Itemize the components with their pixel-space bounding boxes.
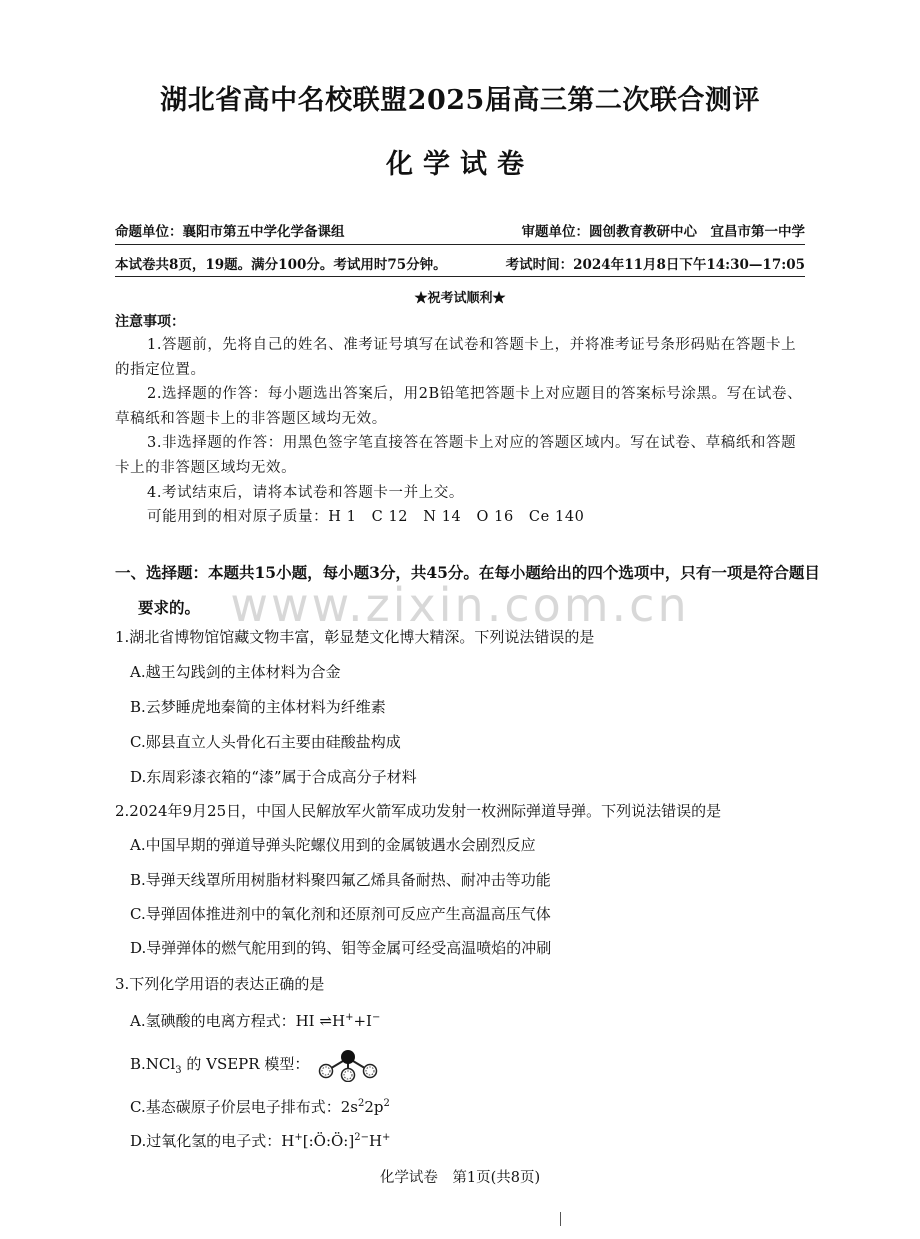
option-d-suffix: H — [368, 1132, 383, 1150]
atomic-masses: 可能用到的相对原子质量：H 1 C 12 N 14 O 16 Ce 140 — [147, 509, 585, 525]
exam-time: 考试时间：2024年11月8日下午14:30—17:05 — [505, 257, 805, 273]
option-d-prefix: D.过氧化氢的电子式：H — [130, 1132, 295, 1150]
option-c-prefix: C.基态碳原子价层电子排布式：2s — [130, 1098, 358, 1116]
option-b-suffix: 的 VSEPR 模型： — [181, 1055, 310, 1073]
notice-heading: 注意事项： — [115, 314, 185, 330]
question-2-option-a: A.中国早期的弹道导弹头陀螺仪用到的金属铍遇水会剧烈反应 — [130, 836, 536, 854]
question-3-option-b — [130, 1048, 382, 1082]
option-c-sup-2: 2 — [383, 1098, 390, 1109]
option-d-charge: 2− — [354, 1132, 369, 1143]
exam-subject: 化学试卷 — [386, 149, 534, 180]
divider-bottom — [115, 276, 805, 277]
question-2-option-d: D.导弹弹体的燃气舵用到的钨、钼等金属可经受高温喷焰的冲刷 — [130, 939, 552, 957]
option-b-prefix: B.NCl — [130, 1055, 176, 1073]
notice-item-2: 2.选择题的作答：每小题选出答案后，用2B铅笔把答题卡上对应题目的答案标号涂黑。写在试卷、草稿纸和答题卡上的非答题区域均无效。 — [115, 386, 803, 427]
watermark: www.zixin.com.cn — [230, 578, 690, 632]
question-3-option-a: A.氢碘酸的电离方程式：HI ⇌H++I− — [130, 1012, 381, 1030]
author-unit: 命题单位：襄阳市第五中学化学备课组 — [115, 224, 345, 240]
question-1-option-b: B.云梦睡虎地秦简的主体材料为纤维素 — [130, 698, 386, 716]
question-3-option-c — [130, 1096, 390, 1117]
exam-title: 湖北省高中名校联盟2025届高三第二次联合测评 — [160, 85, 760, 116]
scan-mark — [560, 1212, 561, 1226]
unit-row — [115, 220, 805, 240]
section-heading: 一、选择题：本题共15小题，每小题3分，共45分。在每小题给出的四个选项中，只有一项是符合题目要求的。 — [115, 563, 820, 617]
question-3-stem: 3.下列化学用语的表达正确的是 — [115, 975, 325, 993]
info-row — [115, 253, 805, 273]
option-a-prefix: A.氢碘酸的电离方程式：HI — [130, 1012, 320, 1030]
question-3-option-d: D.过氧化氢的电子式：H+[:Ö:Ö:]$^{2-}$H+ — [130, 1132, 391, 1150]
question-1-stem: 1.湖北省博物馆馆藏文物丰富，彰显楚文化博大精深。下列说法错误的是 — [115, 628, 595, 646]
option-c-sup-1: 2 — [357, 1098, 365, 1109]
option-c-mid: 2p — [364, 1098, 384, 1116]
question-1-option-a: A.越王勾践剑的主体材料为合金 — [130, 663, 341, 681]
option-d-electron-formula: [:Ö:Ö:] — [302, 1132, 355, 1150]
divider-top — [115, 244, 805, 245]
question-2-option-c: C.导弹固体推进剂中的氧化剂和还原剂可反应产生高温高压气体 — [130, 905, 551, 923]
good-luck-banner: ★祝考试顺利★ — [414, 291, 506, 306]
question-2-stem: 2.2024年9月25日，中国人民解放军火箭军成功发射一枚洲际弹道导弹。下列说法错误的是 — [115, 802, 722, 820]
equilibrium-arrow: ⇌ — [319, 1012, 332, 1030]
question-1-option-d: D.东周彩漆衣箱的“漆”属于合成高分子材料 — [130, 768, 417, 786]
question-2-option-b: B.导弹天线罩所用树脂材料聚四氟乙烯具备耐热、耐冲击等功能 — [130, 871, 551, 889]
notice-item-4: 4.考试结束后，请将本试卷和答题卡一并上交。 — [147, 485, 465, 501]
question-1-option-c: C.郧县直立人头骨化石主要由硅酸盐构成 — [130, 733, 401, 751]
option-a-suffix: H — [331, 1012, 346, 1030]
paper-info: 本试卷共8页，19题。满分100分。考试用时75分钟。 — [115, 257, 447, 273]
page-footer: 化学试卷 第1页(共8页) — [379, 1170, 541, 1186]
option-b-subscript: 3 — [175, 1065, 182, 1076]
review-unit: 审题单位：圆创教育教研中心 宜昌市第一中学 — [521, 224, 805, 240]
notice-item-1: 1.答题前，先将自己的姓名、准考证号填写在试卷和答题卡上，并将准考证号条形码贴在答题卡上的指定位置。 — [115, 337, 797, 378]
vsepr-model-icon — [314, 1048, 382, 1082]
notice-item-3: 3.非选择题的作答：用黑色签字笔直接答在答题卡上对应的答题区域内。写在试卷、草稿纸和答题卡上的非答题区域均无效。 — [115, 435, 797, 476]
